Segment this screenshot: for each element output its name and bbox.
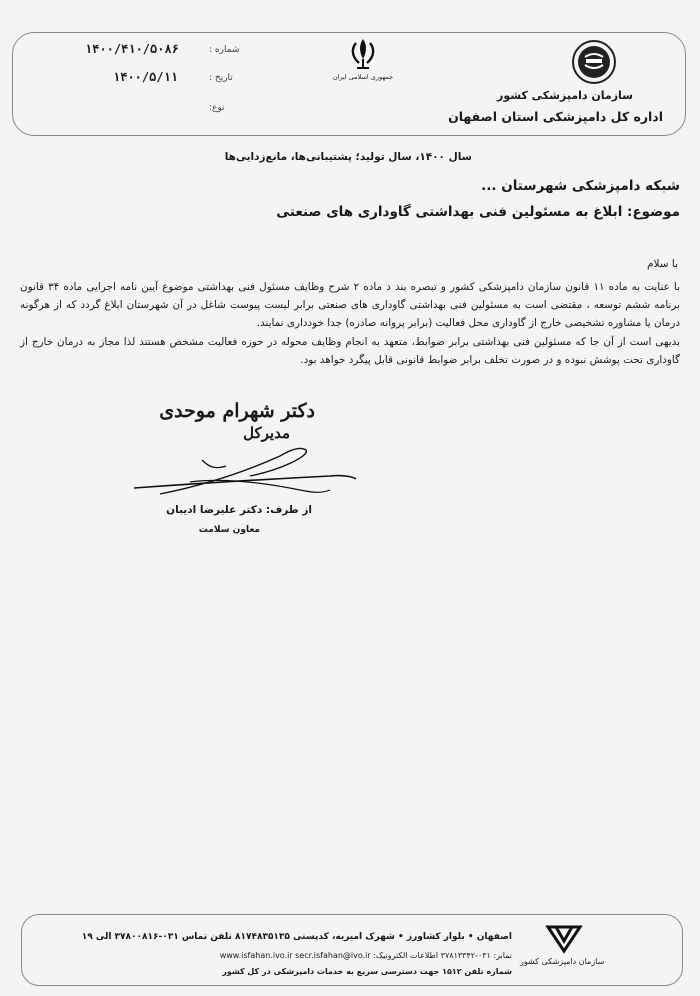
letter-date: ۱۴۰۰/۵/۱۱: [113, 70, 179, 84]
number-label: شماره :: [209, 45, 240, 55]
body-paragraph: با عنایت به ماده ۱۱ قانون سازمان دامپزشکی کشور و تبصره بند د ماده ۲ شرح وظایف مسئول فنی بهداشتی موضوع آیین نامه اجرایی ماده ۳۴ قانون برنامه ششم توسعه ، مقتضی است به مسئولین فنی بهداشتی گاوداری های صنعتی برابر لیست پیوست شاغل در آن شهرستان ابلاغ گردد که از هرگونه درمان یا مشاوره تشخیصی خارج از گاوداری محل فعالیت (برابر پروانه صادره) جدا خودداری نمایند.: [20, 281, 680, 330]
letter-footer: [21, 914, 683, 986]
body-paragraph: بدیهی است از آن جا که مسئولین فنی بهداشتی برابر ضوابط، متعهد به انجام وظایف محوله در حوزه فعالیت مشخص هستند لذا مجاز به درمان خارج از گاوداری تحت پوشش نبوده و در صورت تخلف برابر ضوابط قانونی قابل پیگرد خواهد بود.: [20, 335, 680, 366]
deputy-position: معاون سلامت: [198, 525, 260, 535]
footer-org-name: سازمان دامپزشکی کشور: [520, 957, 605, 966]
emblem-caption: جمهوری اسلامی ایران: [332, 73, 394, 81]
recipient: شبکه دامپزشکی شهرستان ...: [481, 178, 680, 194]
org-department: اداره کل دامپزشکی استان اصفهان: [448, 109, 663, 124]
national-emblem-icon: [343, 37, 383, 71]
footer-contact: نمابر: ۰۳۱-۳۷۸۱۳۳۴۲ اطلاعات الکترونیک: www.isfahan.ivo.ir secr.isfahan@ivo.ir: [219, 951, 512, 960]
year-slogan: سال ۱۴۰۰، سال تولید؛ پشتیبانی‌ها، مانع‌زدایی‌ها: [224, 151, 472, 163]
on-behalf-of: از طرف: دکتر علیرضا ادیبان: [166, 504, 312, 516]
letter-body: [20, 278, 680, 369]
date-label: تاریخ :: [209, 73, 233, 83]
greeting: با سلام: [646, 258, 678, 270]
subject-line: موضوع: ابلاغ به مسئولین فنی بهداشتی گاوداری های صنعتی: [276, 204, 680, 220]
signatory-name: دکتر شهرام موحدی: [159, 400, 315, 422]
type-label: نوع:: [209, 103, 225, 113]
signature-scrawl-icon: [130, 436, 360, 506]
footer-hotline: شماره تلفن ۱۵۱۲ جهت دسترسی سریع به خدمات دامپزشکی در کل کشور: [222, 967, 512, 976]
org-name: سازمان دامپزشکی کشور: [497, 89, 633, 102]
letter-number: ۱۴۰۰/۴۱۰/۵۰۸۶: [85, 42, 179, 56]
veterinary-org-logo-icon: [544, 921, 584, 955]
signatory-title: مدیرکل: [243, 424, 290, 442]
footer-address: اصفهان • بلوار کشاورز • شهرک امیریه، کدپستی ۸۱۷۴۸۳۵۱۳۵ تلفن تماس ۰۳۱-۳۷۸۰۰۸۱۶ الی ۱۹: [81, 932, 512, 942]
jahad-keshavarzi-logo-icon: [571, 39, 617, 85]
letterhead: [12, 32, 686, 136]
